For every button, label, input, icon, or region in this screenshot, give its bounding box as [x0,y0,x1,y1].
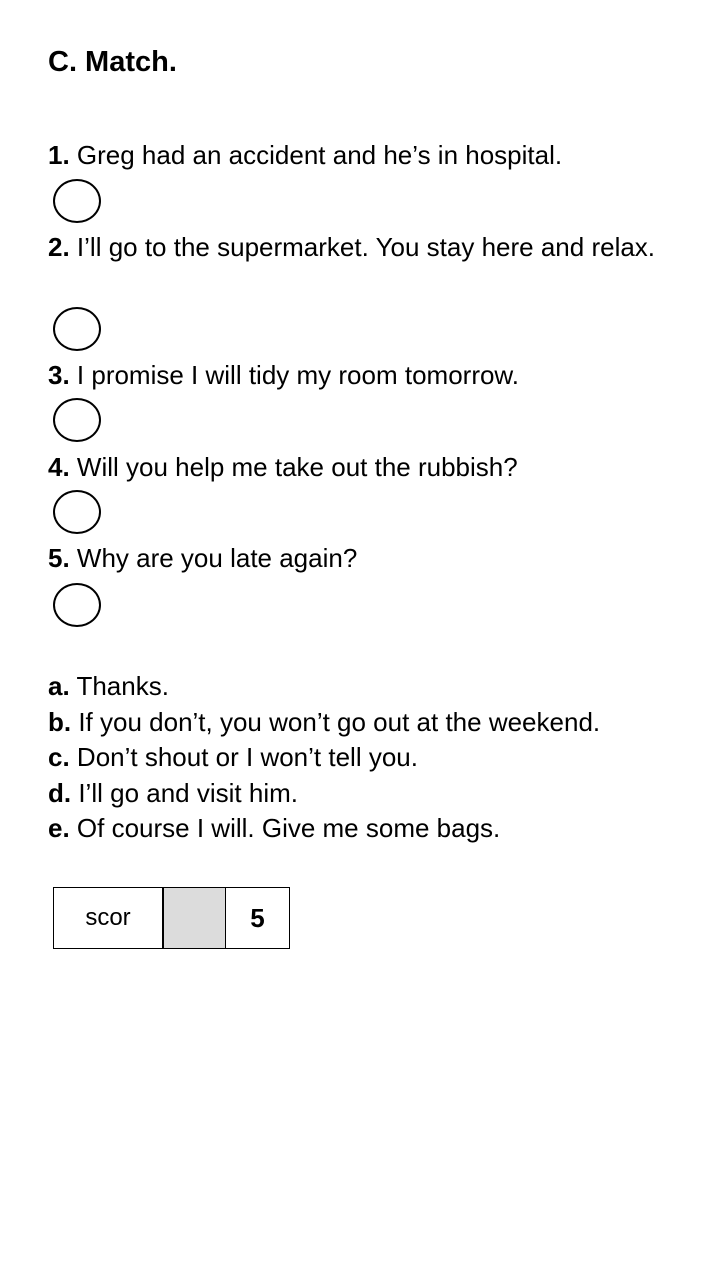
question-1 [48,137,678,173]
answer-option-e [48,811,678,847]
answer-text: Don’t shout or I won’t tell you. [69,742,418,773]
answer-letter: a. [48,671,70,701]
answer-letter: d. [48,777,72,808]
answer-option-c [48,740,678,776]
answer-text: Thanks. [69,671,169,701]
question-number: 4. [48,452,70,482]
answer-letter: e. [48,813,70,844]
question-2 [48,229,678,265]
section-title: C. Match. [48,46,177,78]
answer-text: Of course I will. Give me some bags. [69,813,501,844]
answer-circle-2[interactable] [53,307,101,351]
question-5 [48,540,678,576]
score-value-field[interactable] [164,888,226,948]
answer-letter: b. [48,706,72,737]
question-number: 1. [48,140,70,170]
question-text: I’ll go to the supermarket. You stay here and relax. [69,232,656,262]
answer-option-b [48,705,678,741]
answer-circle-3[interactable] [53,398,101,442]
question-text: Why are you late again? [69,543,358,573]
answer-text: I’ll go and visit him. [71,777,298,808]
score-total: 5 [250,902,265,933]
answer-options [48,669,678,847]
answer-circle-5[interactable] [53,583,101,627]
question-number: 5. [48,543,70,573]
score-box [53,887,290,949]
question-4 [48,449,678,485]
question-text: Will you help me take out the rubbish? [69,452,518,482]
answer-text: If you don’t, you won’t go out at the weekend. [71,706,601,737]
answer-circle-1[interactable] [53,179,101,223]
question-3 [48,357,678,393]
question-text: Greg had an accident and he’s in hospital. [69,140,563,170]
score-label: scor [54,888,164,948]
answer-option-a [48,669,678,705]
question-number: 2. [48,232,70,262]
question-number: 3. [48,360,70,390]
answer-option-d [48,776,678,812]
answer-circle-4[interactable] [53,490,101,534]
question-text: I promise I will tidy my room tomorrow. [69,360,519,390]
answer-letter: c. [48,742,70,773]
